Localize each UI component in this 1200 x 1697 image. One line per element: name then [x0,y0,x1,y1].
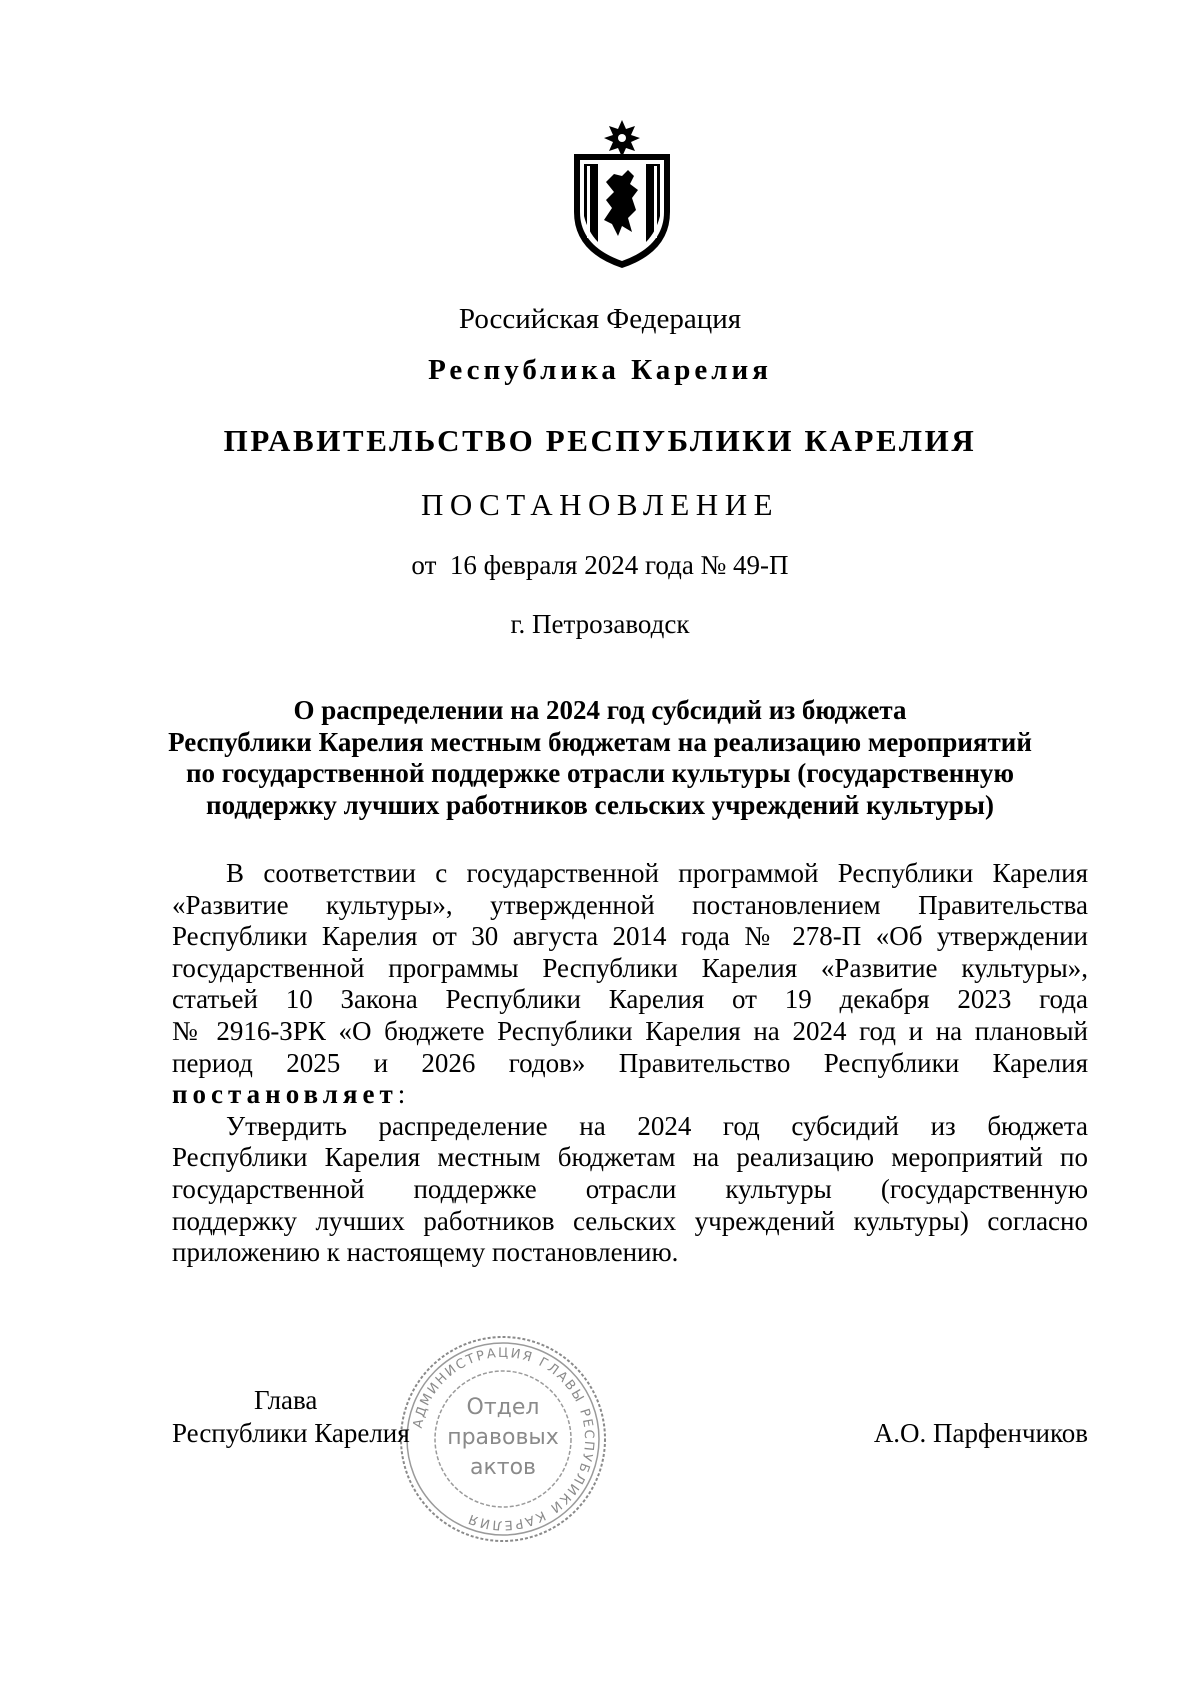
header-government: ПРАВИТЕЛЬСТВО РЕСПУБЛИКИ КАРЕЛИЯ [223,423,977,458]
coat-of-arms-emblem [570,120,674,270]
body-decides-line [172,1079,1088,1111]
document-type: ПОСТАНОВЛЕНИЕ [420,487,780,522]
document-title [0,695,1200,821]
stamp-seal [398,1334,608,1544]
header-federation: Российская Федерация [458,303,742,335]
title-line: Республики Карелия местным бюджетам на реализацию мероприятий [168,726,1032,757]
decides-punct: : [397,1079,406,1110]
body-line: В соответствии с государственной программой Республики Карелия [226,858,1088,888]
document-date-number: от 16 февраля 2024 года № 49-П [411,550,789,580]
body-line: Утвердить распределение на 2024 год субсидий из бюджета [226,1110,1088,1141]
body-line: период 2025 и 2026 годов» Правительство Республики Карелия [172,1047,1088,1078]
signature-name: А.О. Парфенчиков [873,1418,1088,1448]
title-line: по государственной поддержке отрасли культуры (государственную [185,758,1015,788]
title-line: О распределении на 2024 год субсидий из бюджета [293,695,907,725]
header-republic: Республика Карелия [428,354,772,386]
decides-word: постановляет [172,1079,398,1110]
signature-position-line2: Республики Карелия [172,1418,410,1448]
body-line: приложению к настоящему постановлению. [172,1237,679,1268]
document-body [172,858,1088,1269]
stamp-center-line: Отдел [466,1395,540,1420]
body-line: поддержку лучших работников сельских учреждений культуры) согласно [172,1205,1088,1236]
body-line: государственной поддержке отрасли культуры (государственную [172,1173,1088,1204]
body-line: статьей 10 Закона Республики Карелия от 19 декабря 2023 года [172,984,1088,1015]
stamp-center-line: актов [469,1455,537,1480]
body-line: Республики Карелия от 30 августа 2014 года № 278-П «Об утверждении [172,921,1088,952]
stamp-center-line: правовых [447,1425,559,1450]
body-line: № 2916-ЗРК «О бюджете Республики Карелия на 2024 год и на плановый [172,1015,1088,1046]
title-line: поддержку лучших работников сельских учреждений культуры) [206,789,994,820]
stamp-ring-text: АДМИНИСТРАЦИЯ ГЛАВЫ РЕСПУБЛИКИ КАРЕЛИЯ [410,1345,597,1533]
body-line: Республики Карелия местным бюджетам на реализацию мероприятий по [172,1142,1088,1173]
body-line: «Развитие культуры», утвержденной постановлением Правительства [172,889,1088,920]
signature-position-line1: Глава [254,1385,318,1415]
document-city: г. Петрозаводск [510,609,690,639]
body-line: государственной программы Республики Карелия «Развитие культуры», [172,952,1088,983]
